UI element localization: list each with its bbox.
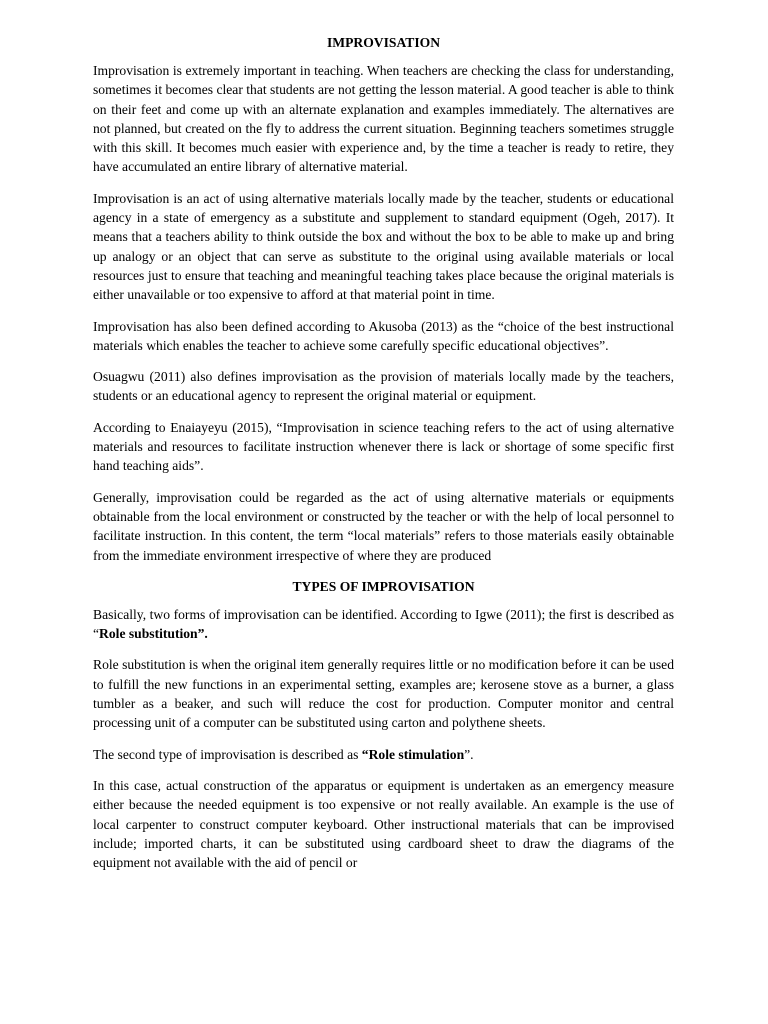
role-stimulation-term: “Role stimulation [361,746,465,762]
paragraph-role-substitution: Role substitution is when the original item generally requires little or no modification before it can be used to fulfill the new functions in an experimental setting, examples are; kerosene stove as a burner, a glass tumbler as a beaker, and such will reduce the cost for production. Computer monitor and central processing unit of a computer can be substituted using carton and polythene sheets. [93,657,674,731]
types-intro-text: Basically, two forms of improvisation can be identified. According to Igwe (2011); the first is described as “ [93,606,674,642]
paragraph-definition-enaiayeyu: According to Enaiayeyu (2015), “Improvisation in science teaching refers to the act of using alternative materials and resources to facilitate instruction whenever there is lack or shortage of some specific first hand teaching aids”. [93,419,674,474]
section-heading-types: TYPES OF IMPROVISATION [292,578,475,594]
paragraph-intro: Improvisation is extremely important in teaching. When teachers are checking the class for understanding, sometimes it becomes clear that students are not getting the lesson material. A good teacher is able to think on their feet and come up with an alternate explanation and examples immediately. The alternatives are not planned, but created on the fly to address the current situation. Beginning teachers sometimes struggle with this skill. It becomes much easier with experience and, by the time a teacher is ready to retire, they have accumulated an entire library of alternative material. [93,63,674,175]
paragraph-second-type [93,745,674,764]
paragraph-definition-osuagwu: Osuagwu (2011) also defines improvisation as the provision of materials locally made by the teachers, students or an educational agency to represent the original material or equipment. [93,369,674,404]
role-substitution-term: Role substitution”. [99,626,208,642]
page-title: IMPROVISATION [326,35,441,50]
paragraph-general-definition: Generally, improvisation could be regarded as the act of using alternative materials or equipments obtainable from the local environment or constructed by the teacher or with the help of local personnel to facilitate instruction. In this content, the term “local materials” refers to those materials easily obtainable from the immediate environment irrespective of where they are produced [93,489,674,563]
second-type-closing: ”. [464,746,474,762]
paragraph-definition-akusoba: Improvisation has also been defined according to Akusoba (2013) as the “choice of the best instructional materials which enables the teacher to achieve some carefully specific educational objectives”. [93,318,674,353]
paragraph-role-stimulation: In this case, actual construction of the apparatus or equipment is undertaken as an emergency measure either because the needed equipment is too expensive or not really available. An example is the use of local carpenter to construct computer keyboard. Other instructional materials that can be improvised include; imported charts, it can be substituted using cardboard sheet to draw the diagrams of the equipment not available with the aid of pencil or [93,777,674,871]
paragraph-types-intro [93,605,674,644]
paragraph-definition-ogeh: Improvisation is an act of using alternative materials locally made by the teacher, students or educational agency in a state of emergency as a substitute and supplement to standard equipment (Ogeh, 2017). It means that a teachers ability to think outside the box and without the box to be able to make up and bring up analogy or an object that can serve as substitute to the original using available materials or local resources just to ensure that teaching and meaningful teaching takes place because the original materials is either unavailable or too expensive to afford at that material point in time. [93,190,674,303]
second-type-text: The second type of improvisation is described as [93,746,362,762]
document-page [93,33,674,884]
